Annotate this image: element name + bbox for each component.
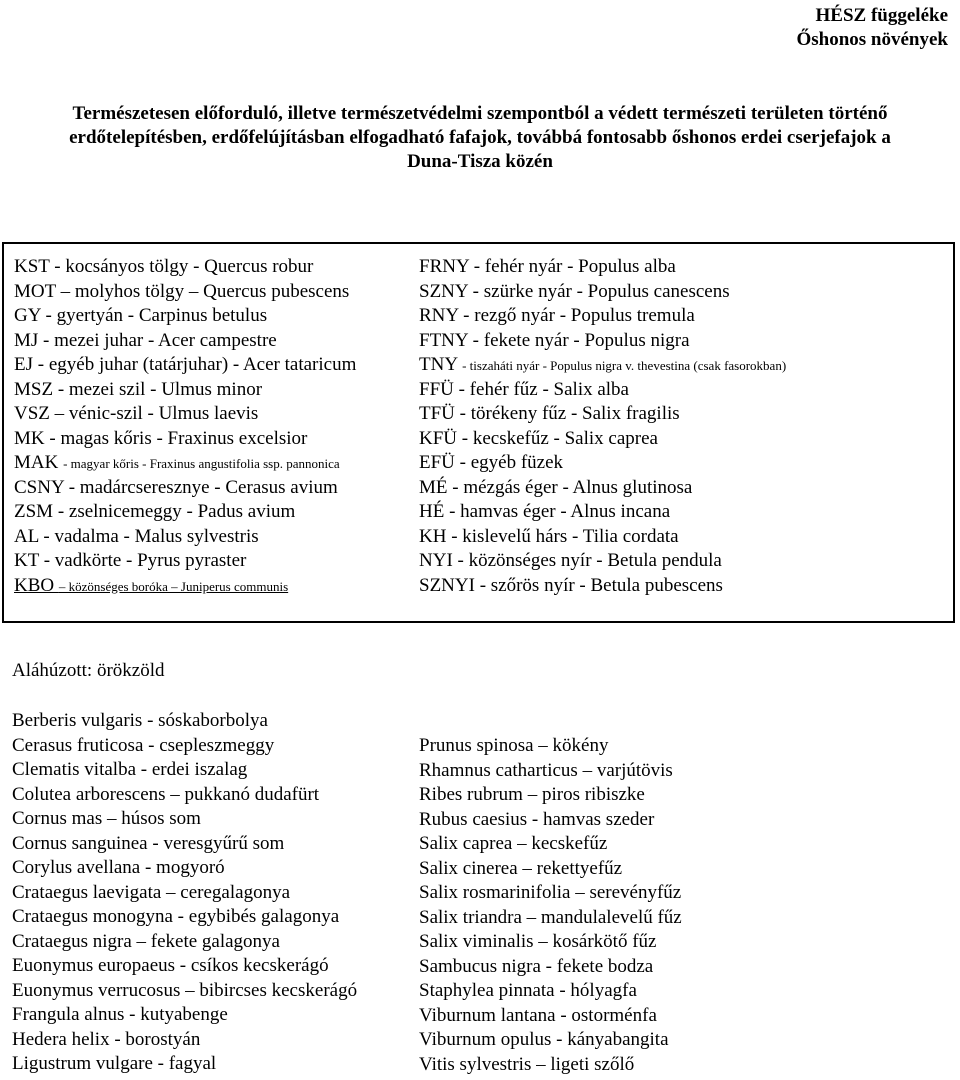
species-text: FFÜ - fehér fűz - Salix alba <box>419 378 629 400</box>
species-text: MK - magas kőris - Fraxinus excelsior <box>14 427 308 449</box>
intro-line-1: Természetesen előforduló, illetve természetvédelmi szempontból a védett természeti területen történő <box>72 103 888 124</box>
tree-species-row <box>419 427 658 450</box>
species-text: EFÜ - egyéb füzek <box>419 452 564 473</box>
shrub-species-row: Crataegus nigra – fekete galagonya <box>12 930 280 952</box>
intro-line-2: erdőtelepítésben, erdőfelújításban elfogadható fafajok, továbbá fontosabb őshonos erdei cserjefajok a <box>69 127 891 148</box>
shrub-species-row: Vitis sylvestris – ligeti szőlő <box>419 1053 635 1075</box>
shrub-species-row: Crataegus monogyna - egybibés galagonya <box>12 906 340 927</box>
tree-species-row <box>14 402 258 425</box>
species-text: CSNY - madárcseresznye - Cerasus avium <box>14 476 338 498</box>
shrub-species-row: Cornus mas – húsos som <box>12 808 201 829</box>
tree-species-row <box>14 304 267 327</box>
tree-species-row <box>14 280 349 303</box>
species-text: MOT – molyhos tölgy – Quercus pubescens <box>14 280 350 302</box>
species-small-text: – közönséges boróka – Juniperus communis <box>58 578 289 594</box>
tree-species-row <box>419 500 670 523</box>
evergreen-note: Aláhúzott: örökzöld <box>12 660 165 681</box>
tree-species-row <box>419 304 695 327</box>
shrub-species-row: Berberis vulgaris - sóskaborbolya <box>12 710 268 731</box>
tree-species-row <box>419 353 786 377</box>
shrub-species-row: Colutea arborescens – pukkanó dudafürt <box>12 783 320 805</box>
shrub-species-row: Salix cinerea – rekettyefűz <box>419 857 623 879</box>
shrub-species-row: Staphylea pinnata - hólyagfa <box>419 980 637 1001</box>
shrub-species-row: Ribes rubrum – piros ribiszke <box>419 784 645 805</box>
tree-species-row <box>419 525 679 548</box>
tree-species-row <box>14 500 295 523</box>
species-text: GY - gyertyán - Carpinus betulus <box>14 305 268 326</box>
tree-species-row <box>419 329 690 352</box>
species-text: MÉ - mézgás éger - Alnus glutinosa <box>419 476 693 498</box>
shrub-species-row: Salix caprea – kecskefűz <box>419 833 608 854</box>
shrub-species-row: Cornus sanguinea - veresgyűrű som <box>12 832 285 854</box>
species-text: MJ - mezei juhar - Acer campestre <box>14 329 277 351</box>
species-text: ZSM - zselnicemeggy - Padus avium <box>14 501 296 522</box>
intro-line-3: Duna-Tisza közén <box>407 151 553 172</box>
shrub-species-row: Rhamnus catharticus – varjútövis <box>419 759 673 781</box>
shrub-species-row: Viburnum lantana - ostorménfa <box>419 1004 657 1026</box>
shrub-species-row: Ligustrum vulgare - fagyal <box>12 1053 217 1074</box>
tree-species-row <box>14 378 262 401</box>
tree-species-row <box>419 255 676 278</box>
shrub-species-row: Clematis vitalba - erdei iszalag <box>12 759 248 780</box>
species-text: TFÜ - törékeny fűz - Salix fragilis <box>419 403 680 424</box>
shrub-species-row: Hedera helix - borostyán <box>12 1028 201 1050</box>
shrub-species-row: Euonymus verrucosus – bibircses kecskerágó <box>12 979 358 1001</box>
tree-species-row <box>419 574 723 597</box>
species-text: KBO <box>14 574 59 596</box>
shrub-species-row: Prunus spinosa – kökény <box>419 735 609 756</box>
tree-species-row <box>14 427 307 450</box>
tree-species-row <box>14 255 313 278</box>
species-text: SZNYI - szőrös nyír - Betula pubescens <box>419 574 723 596</box>
tree-species-row <box>14 525 259 548</box>
species-small-text: - tiszaháti nyár - Populus nigra v. thevestina (csak fasorokban) <box>462 358 787 373</box>
species-text: FTNY - fekete nyár - Populus nigra <box>419 329 690 351</box>
tree-species-row <box>14 451 340 475</box>
species-text: FRNY - fehér nyár - Populus alba <box>419 256 676 277</box>
tree-species-row <box>419 549 722 572</box>
tree-species-row <box>14 476 338 499</box>
tree-species-row <box>14 329 277 352</box>
species-text: AL - vadalma - Malus sylvestris <box>14 525 259 547</box>
tree-species-row <box>419 476 692 499</box>
shrub-species-row: Rubus caesius - hamvas szeder <box>419 808 655 830</box>
species-text: KH - kislevelű hárs - Tilia cordata <box>419 525 679 547</box>
shrub-species-row: Euonymus europaeus - csíkos kecskerágó <box>12 955 329 976</box>
tree-species-row <box>419 402 680 425</box>
species-text: KST - kocsányos tölgy - Quercus robur <box>14 256 314 277</box>
species-text: EJ - egyéb juhar (tatárjuhar) - Acer tataricum <box>14 354 357 375</box>
tree-species-row <box>419 280 730 303</box>
tree-species-row <box>14 574 288 598</box>
shrub-species-row: Salix viminalis – kosárkötő fűz <box>419 931 657 952</box>
shrub-species-row: Salix rosmarinifolia – serevényfűz <box>419 882 682 903</box>
tree-species-row <box>14 549 246 572</box>
shrub-species-row: Cerasus fruticosa - csepleszmeggy <box>12 734 275 756</box>
species-text: NYI - közönséges nyír - Betula pendula <box>419 550 722 571</box>
species-text: SZNY - szürke nyár - Populus canescens <box>419 280 730 302</box>
tree-species-row <box>419 378 629 401</box>
species-text: KFÜ - kecskefűz - Salix caprea <box>419 427 658 449</box>
species-text: HÉ - hamvas éger - Alnus incana <box>419 501 671 522</box>
species-text: TNY <box>419 354 463 375</box>
tree-species-row <box>419 451 563 474</box>
species-text: MAK <box>14 452 64 473</box>
tree-species-row <box>14 353 356 376</box>
tree-species-box <box>2 242 955 623</box>
species-text: VSZ – vénic-szil - Ulmus laevis <box>14 403 259 424</box>
shrub-species-row: Crataegus laevigata – ceregalagonya <box>12 881 290 903</box>
species-text: KT - vadkörte - Pyrus pyraster <box>14 550 247 571</box>
species-text: MSZ - mezei szil - Ulmus minor <box>14 378 263 400</box>
shrub-species-row: Corylus avellana - mogyoró <box>12 857 225 878</box>
species-text: RNY - rezgő nyár - Populus tremula <box>419 305 695 326</box>
shrub-species-row: Viburnum opulus - kányabangita <box>419 1029 669 1050</box>
shrub-species-row: Frangula alnus - kutyabenge <box>12 1004 228 1025</box>
document-title: HÉSZ függeléke <box>815 5 948 26</box>
document-subtitle: Őshonos növények <box>796 29 948 50</box>
shrub-species-row: Sambucus nigra - fekete bodza <box>419 955 654 977</box>
shrub-species-row: Salix triandra – mandulalevelű fűz <box>419 906 682 928</box>
species-small-text: - magyar kőris - Fraxinus angustifolia ssp. pannonica <box>63 456 340 471</box>
